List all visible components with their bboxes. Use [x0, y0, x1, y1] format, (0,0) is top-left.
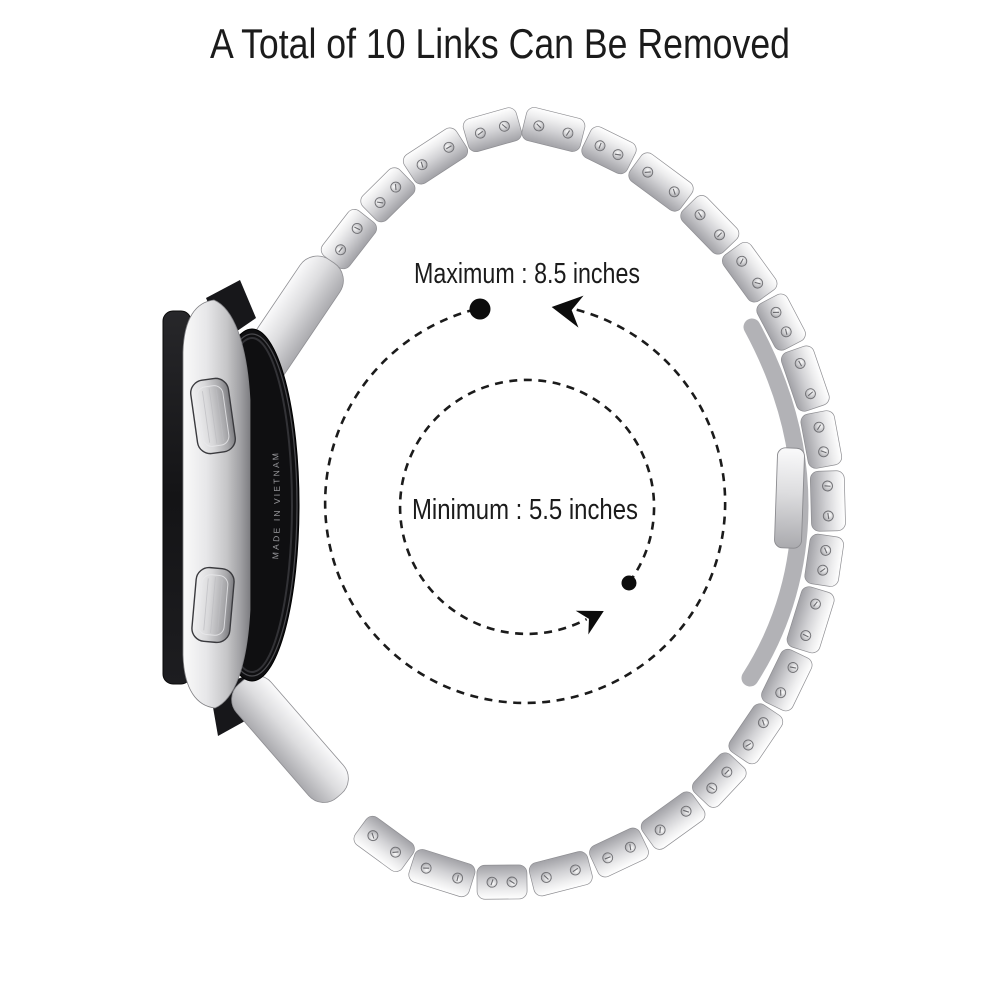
band-link [638, 789, 708, 853]
band-link [677, 192, 742, 257]
outer-circle-dot [470, 299, 491, 320]
inner-circle-dot [622, 576, 637, 591]
band-link [804, 533, 845, 587]
band-link [810, 471, 846, 532]
band-link [351, 813, 418, 875]
clasp-buckle [774, 448, 804, 549]
band-link [719, 239, 780, 305]
band-end-link-bottom [223, 667, 356, 810]
case-engraving: MADE IN VIETNAM [270, 450, 282, 560]
watch-button-bottom [191, 566, 235, 643]
band-link [400, 125, 471, 187]
band-link [357, 164, 418, 225]
band-link [800, 409, 843, 469]
band-link [477, 865, 527, 900]
band-link [726, 701, 786, 767]
band-link [407, 847, 477, 898]
size-guide [325, 258, 725, 703]
band-link [461, 106, 523, 154]
minimum-label: Minimum : 5.5 inches [412, 494, 638, 526]
page-title: A Total of 10 Links Can Be Removed [210, 20, 790, 67]
band-link [626, 150, 697, 215]
band-link [579, 124, 639, 177]
band-link [689, 750, 749, 811]
watch-side-view [163, 300, 299, 708]
band-link [587, 825, 651, 879]
watch-case [183, 300, 250, 708]
maximum-label: Maximum : 8.5 inches [414, 258, 640, 290]
band-link [528, 850, 595, 898]
inner-rotation-arrow-icon [576, 599, 610, 634]
band-link [520, 106, 586, 153]
